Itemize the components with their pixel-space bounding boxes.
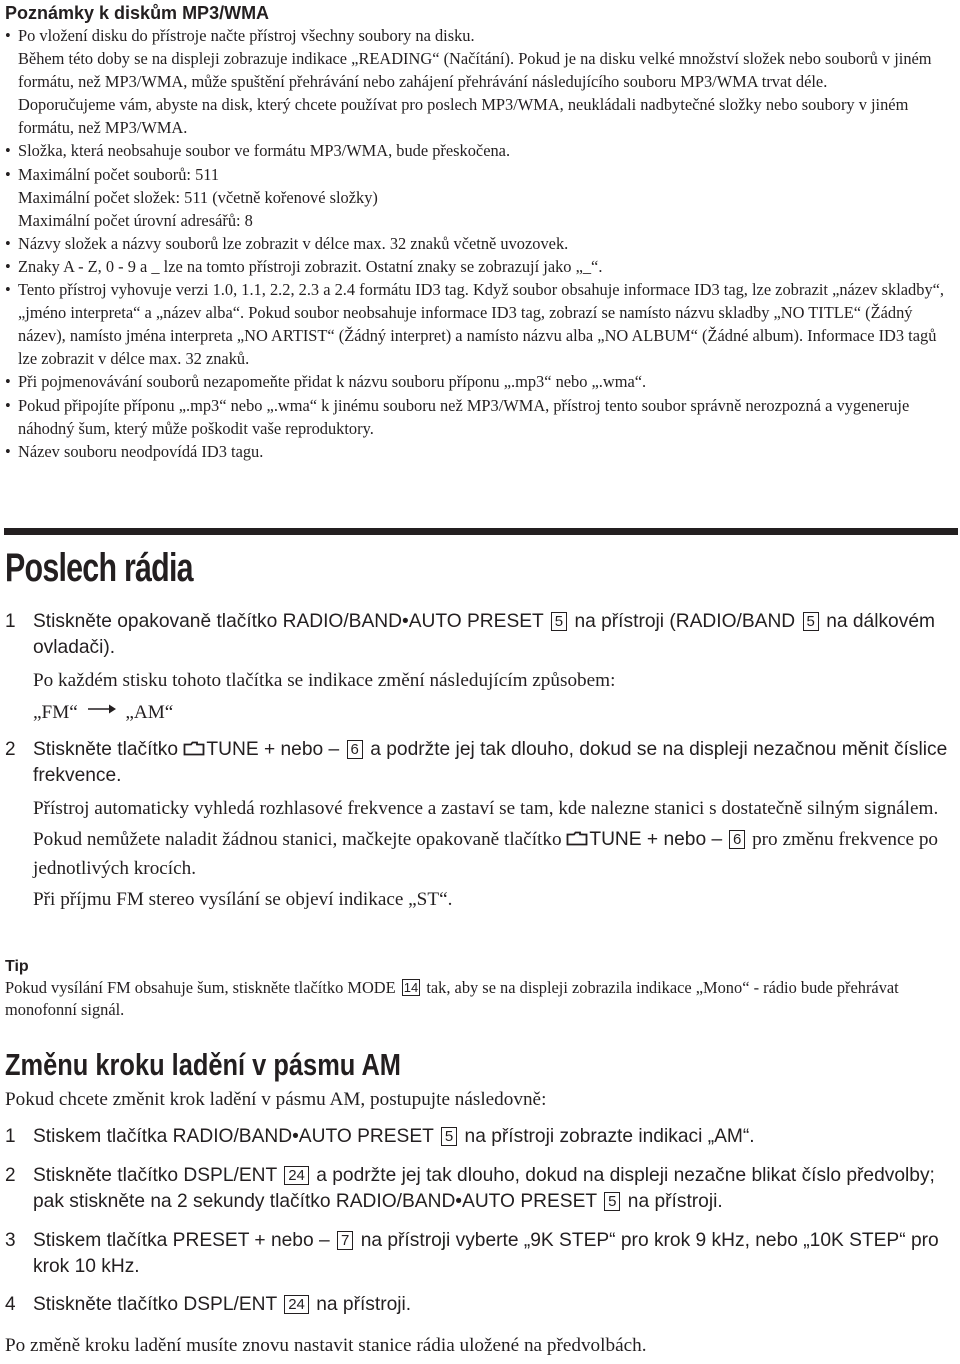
notes-section — [5, 2, 955, 463]
instruction-text: na dálkovém ovladači). — [33, 611, 935, 658]
radio-step-1 — [5, 609, 950, 727]
bullet-icon: • — [5, 26, 11, 45]
note-item-extension — [5, 370, 955, 393]
instruction-text: na přístroji vyberte „9K STEP“ pro krok 9 kHz, nebo „10K STEP“ pro krok 10 kHz. — [33, 1230, 939, 1277]
note-text: Složka, která neobsahuje soubor ve formátu MP3/WMA, bude přeskočena. — [18, 141, 511, 161]
am-step-4 — [5, 1292, 950, 1318]
final-note: Po změně kroku ladění musíte znovu nastavit stanice rádia uložené na předvolbách. — [5, 1335, 647, 1356]
instruction-text: Stiskem tlačítka RADIO/BAND•AUTO PRESET — [33, 1126, 434, 1147]
instruction-text: Stiskněte tlačítko DSPL/ENT — [33, 1165, 277, 1186]
step-number: 1 — [5, 1126, 16, 1147]
bullet-icon: • — [5, 395, 11, 415]
note-item-name-length — [5, 232, 955, 255]
arrow-right-icon — [87, 702, 117, 716]
note-text: Během této doby se na displeji zobrazuje indikace „READING“ (Načítání). Pokud je na disku velké množství složek nebo souborů v jiném formátu, než MP3/WMA, může spuštění přehrávání nebo zahájení přehrávání následujícího souboru MP3/WMA trvat déle. — [18, 49, 932, 92]
bullet-icon: • — [5, 233, 11, 253]
note-item-wrong-extension — [5, 394, 955, 440]
bullet-icon: • — [5, 441, 11, 461]
instruction-text: Stiskněte tlačítko DSPL/ENT — [33, 1294, 277, 1315]
step-description: Po každém stisku tohoto tlačítka se indikace změní následujícím způsobem: — [33, 670, 616, 691]
bullet-icon: • — [5, 256, 11, 276]
section-title — [5, 546, 252, 590]
control-number-badge: 24 — [284, 1295, 309, 1314]
instruction-text: Stiskněte opakovaně tlačítko RADIO/BAND•AUTO PRESET — [33, 611, 544, 632]
note-item-limits — [5, 163, 955, 232]
description-text: Pokud nemůžete naladit žádnou stanici, mačkejte opakovaně tlačítko — [33, 829, 562, 850]
bullet-icon: • — [5, 164, 11, 184]
am-step-1 — [5, 1124, 950, 1150]
note-item-characters — [5, 255, 955, 278]
note-text: Maximální počet souborů: 511 — [18, 164, 220, 184]
instruction-text: na přístroji (RADIO/BAND — [574, 611, 796, 632]
step-instruction — [33, 1292, 950, 1318]
bullet-icon: • — [5, 280, 11, 300]
band-fm: „FM“ — [33, 702, 78, 723]
tip-label: Tip — [5, 958, 29, 975]
control-number-badge: 14 — [403, 980, 419, 995]
bullet-icon: • — [5, 141, 11, 161]
subsection-intro: Pokud chcete změnit krok ladění v pásmu AM, postupujte následovně: — [5, 1089, 547, 1110]
section-title-text: Poslech rádia — [5, 546, 193, 590]
instruction-text: na přístroji. — [316, 1294, 412, 1315]
note-text: Znaky A - Z, 0 - 9 a _ lze na tomto přístroji zobrazit. Ostatní znaky se zobrazují jako „_“. — [18, 256, 603, 276]
step-instruction — [33, 1124, 950, 1150]
step-number: 3 — [5, 1230, 16, 1251]
step-number: 2 — [5, 1165, 16, 1186]
instruction-text: a podržte jej tak dlouho, dokud se na displeji nezačnou měnit číslice frekvence. — [33, 739, 948, 786]
tip-text-part: tak, aby se na displeji zobrazila indikace „Mono“ - rádio bude přehrávat monofonní signál. — [5, 978, 899, 1019]
note-item-id3 — [5, 278, 955, 370]
folder-icon — [566, 831, 588, 846]
bullet-icon: • — [5, 372, 11, 392]
step-description — [33, 825, 950, 883]
am-step-2 — [5, 1163, 950, 1214]
subsection-title — [5, 1046, 488, 1084]
step-instruction — [33, 1228, 950, 1279]
control-number-badge: 5 — [551, 612, 567, 631]
note-item-skip-folder — [5, 139, 955, 162]
instruction-text: Stiskněte tlačítko — [33, 739, 179, 760]
band-sequence — [33, 698, 950, 727]
step-number: 4 — [5, 1294, 16, 1315]
instruction-text: TUNE + nebo – — [206, 739, 340, 760]
folder-icon — [183, 741, 205, 756]
control-number-badge: 24 — [284, 1166, 309, 1185]
note-text: Tento přístroj vyhovuje verzi 1.0, 1.1, 2.2, 2.3 a 2.4 formátu ID3 tag. Když soubor obsahuje informace ID3 tag, lze zobrazit „název skladby“, „jméno interpreta“ a „název alba“. Pokud soubor neobsahuje informace ID3 tag, zobrazí se namísto názvu skladby „NO TITLE“ (Žádný název), namísto jména interpreta „NO ARTIST“ (Žádný interpret) a namísto názvu alba „NO ALBUM“ (Žádné album). Informace ID3 tagů lze zobrazit v délce max. 32 znaků. — [18, 280, 945, 369]
description-text: TUNE + nebo – — [589, 829, 723, 850]
instruction-text: na přístroji. — [627, 1190, 723, 1212]
note-text: Doporučujeme vám, abyste na disk, který chcete používat pro poslech MP3/WMA, neukládali nadbytečné složky nebo soubory v jiném formátu, než MP3/WMA. — [18, 95, 909, 138]
subsection-title-text: Změnu kroku ladění v pásmu AM — [5, 1047, 401, 1082]
note-text: Název souboru neodpovídá ID3 tagu. — [18, 441, 264, 461]
notes-list — [5, 24, 955, 463]
step-number: 1 — [5, 611, 16, 632]
control-number-badge: 6 — [347, 740, 363, 759]
control-number-badge: 5 — [604, 1192, 620, 1211]
tip-box — [5, 957, 950, 1021]
tip-text-part: Pokud vysílání FM obsahuje šum, stiskněte tlačítko MODE — [5, 978, 396, 997]
note-text: Maximální počet složek: 511 (včetně kořenové složky) — [18, 187, 378, 207]
tip-text — [5, 977, 950, 1021]
band-am: „AM“ — [125, 702, 174, 723]
step-instruction — [33, 609, 950, 660]
control-number-badge: 5 — [441, 1127, 457, 1146]
note-text: Maximální počet úrovní adresářů: 8 — [18, 210, 253, 230]
am-step-3 — [5, 1228, 950, 1279]
instruction-text: na přístroji zobrazte indikaci „AM“. — [464, 1126, 755, 1147]
section-divider — [4, 528, 958, 535]
instruction-text: a podržte jej tak dlouho, dokud na displeji nezačne blikat číslo předvolby; pak stiskněte na 2 sekundy tlačítko RADIO/BAND•AUTO PRESET — [33, 1165, 935, 1212]
step-instruction — [33, 1163, 950, 1214]
control-number-badge: 6 — [729, 830, 745, 849]
radio-step-2 — [5, 737, 950, 914]
note-text: Při pojmenovávání souborů nezapomeňte přidat k názvu souboru příponu „.mp3“ nebo „.wma“. — [18, 372, 647, 392]
note-text: Názvy složek a názvy souborů lze zobrazit v délce max. 32 znaků včetně uvozovek. — [18, 233, 569, 253]
control-number-badge: 7 — [337, 1231, 353, 1250]
control-number-badge: 5 — [803, 612, 819, 631]
note-item-filename — [5, 440, 955, 463]
step-number: 2 — [5, 739, 16, 760]
note-item-reading — [5, 24, 955, 139]
step-description: Při příjmu FM stereo vysílání se objeví indikace „ST“. — [33, 889, 453, 910]
step-instruction — [33, 737, 950, 788]
description-text: pro změnu frekvence po jednotlivých krocích. — [33, 829, 939, 879]
note-text: Po vložení disku do přístroje načte přístroj všechny soubory na disku. — [18, 26, 475, 45]
step-description: Přístroj automaticky vyhledá rozhlasové frekvence a zastaví se tam, kde nalezne stanici s dostatečně silným signálem. — [33, 798, 939, 819]
instruction-text: Stiskem tlačítka PRESET + nebo – — [33, 1230, 330, 1251]
notes-heading: Poznámky k diskům MP3/WMA — [5, 3, 270, 23]
note-text: Pokud připojíte příponu „.mp3“ nebo „.wma“ k jinému souboru než MP3/WMA, přístroj tento soubor správně nerozpozná a vygeneruje náhodný šum, který může poškodit vaše reproduktory. — [18, 395, 910, 438]
